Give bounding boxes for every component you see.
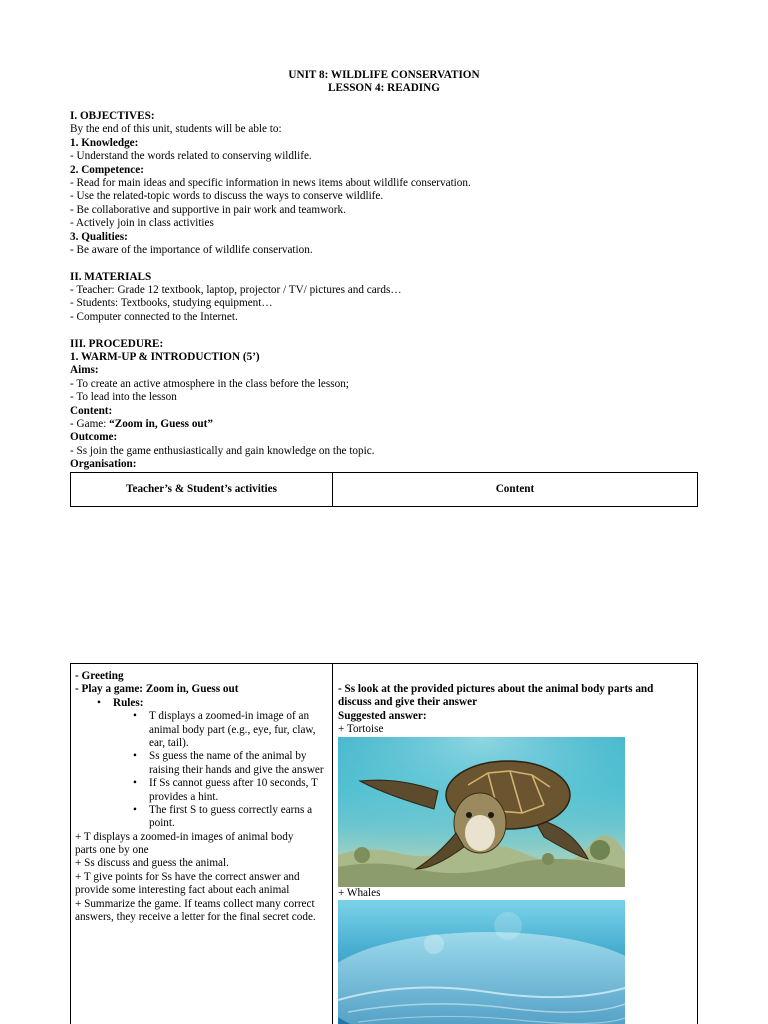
turtle-illustration [338, 737, 625, 887]
materials-item: - Students: Textbooks, studying equipment… [70, 297, 273, 310]
activities-column [71, 664, 333, 1024]
objectives-intro: By the end of this unit, students will be able to: [70, 123, 282, 136]
rule-text: • If Ss cannot guess after 10 seconds, T [149, 777, 318, 790]
unit-title: UNIT 8: WILDLIFE CONSERVATION [288, 69, 480, 81]
competence-item: - Be collaborative and supportive in pair work and teamwork. [70, 203, 346, 216]
materials-item: - Computer connected to the Internet. [70, 310, 238, 323]
rule-text: animal body part (e.g., eye, fur, claw, [149, 723, 316, 736]
step-line: parts one by one [75, 844, 149, 857]
lesson-title: LESSON 4: READING [328, 82, 440, 94]
instruction-line: - Ss look at the provided pictures about the animal body parts and [338, 683, 654, 695]
content-column [333, 664, 699, 1024]
competence-item: - Use the related-topic words to discuss the ways to conserve wildlife. [70, 190, 384, 203]
outcome-item: - Ss join the game enthusiastically and gain knowledge on the topic. [70, 444, 375, 457]
step-line: + T give points for Ss have the correct answer and [75, 870, 300, 883]
whale-photo [338, 900, 625, 1024]
content-prefix: - Game: [70, 417, 110, 430]
play-game: - Play a game: Zoom in, Guess out [75, 683, 239, 696]
qualities-heading: 3. Qualities: [70, 230, 128, 243]
rule-text: point. [149, 817, 175, 830]
rule-text: raising their hands and give the answer [149, 763, 324, 776]
rule-text: • Ss guess the name of the animal by [149, 750, 307, 763]
rules-bullet [97, 697, 329, 710]
instruction-line: discuss and give their answer [338, 696, 478, 709]
suggested-answer-label: Suggested answer: [338, 709, 427, 722]
rule-item [131, 710, 329, 750]
greeting: - Greeting [75, 670, 124, 682]
answer-tortoise: + Tortoise [338, 723, 384, 736]
competence-item: - Actively join in class activities [70, 217, 214, 230]
qualities-item: - Be aware of the importance of wildlife conservation. [70, 243, 313, 256]
rules-label: Rules: [113, 696, 144, 709]
step-line: provide some interesting fact about each animal [75, 884, 290, 897]
competence-item: - Read for main ideas and specific information in news items about wildlife conservation. [70, 176, 471, 189]
rule-item [131, 750, 329, 777]
whale-illustration [338, 900, 625, 1024]
knowledge-heading: 1. Knowledge: [70, 136, 139, 149]
answer-whales: + Whales [338, 886, 381, 899]
rule-item [131, 777, 329, 804]
outcome-heading: Outcome: [70, 431, 118, 444]
materials-heading: II. MATERIALS [70, 270, 152, 283]
objectives-heading: I. OBJECTIVES: [70, 110, 155, 122]
aims-item: - To create an active atmosphere in the class before the lesson; [70, 377, 349, 390]
warmup-heading: 1. WARM-UP & INTRODUCTION (5’) [70, 351, 260, 364]
step-line: answers, they receive a letter for the final secret code. [75, 911, 316, 924]
content-game-line [70, 418, 710, 431]
content-heading: Content: [70, 404, 113, 417]
bullet-dot: • [97, 696, 101, 709]
knowledge-item: - Understand the words related to conserving wildlife. [70, 150, 312, 163]
aims-item: - To lead into the lesson [70, 391, 177, 404]
competence-heading: 2. Competence: [70, 163, 144, 176]
rule-text: • The first S to guess correctly earns a [149, 803, 313, 816]
content-game-name: “Zoom in, Guess out” [109, 417, 213, 430]
rule-text: ear, tail). [149, 736, 189, 749]
rule-item [131, 804, 329, 831]
step-line: + T displays a zoomed-in images of animal body [75, 830, 294, 843]
sea-turtle-photo [338, 737, 625, 887]
activity-table [70, 663, 698, 1024]
header-content: Content [333, 473, 698, 507]
rule-text: • T displays a zoomed-in image of an [149, 710, 310, 723]
organisation-table-header [70, 472, 698, 507]
rule-text: provides a hint. [149, 790, 219, 803]
objectives-section [70, 110, 710, 472]
header-activities: Teacher’s & Student’s activities [71, 473, 333, 507]
organisation-heading: Organisation: [70, 458, 137, 471]
procedure-heading: III. PROCEDURE: [70, 337, 164, 350]
materials-item: - Teacher: Grade 12 textbook, laptop, projector / TV/ pictures and cards… [70, 284, 402, 297]
step-line: + Summarize the game. If teams collect many correct [75, 897, 315, 910]
aims-heading: Aims: [70, 364, 99, 377]
step-line: + Ss discuss and guess the animal. [75, 857, 229, 870]
